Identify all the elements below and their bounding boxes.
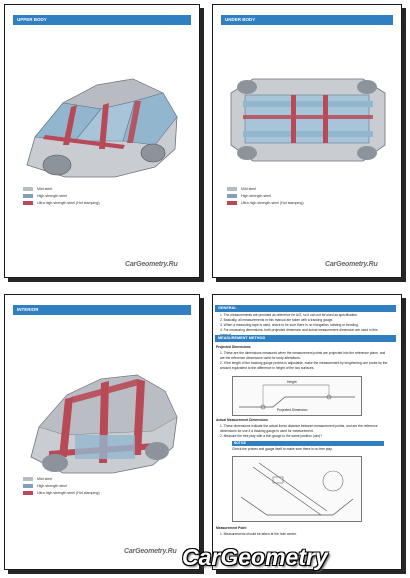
watermark-large: CarGeometry bbox=[182, 544, 328, 570]
legend-mild: Mild steel bbox=[37, 186, 53, 191]
ultra-swatch bbox=[227, 201, 237, 205]
legend bbox=[23, 475, 100, 496]
projected-title: Projected Dimensions bbox=[216, 345, 251, 349]
point-title: Measurement Point bbox=[216, 526, 247, 530]
height-label: Height bbox=[287, 380, 297, 384]
projected-item: 1. These are the dimensions measured when the measurement points are projected into the reference plane, and are the reference dimensions used for body alterations. bbox=[220, 351, 386, 360]
legend-high: High strength steel bbox=[241, 193, 271, 198]
legend-ultra: Ultra high strength steel (Hot stamping) bbox=[37, 200, 100, 205]
legend-ultra: Ultra high strength steel (Hot stamping) bbox=[241, 200, 304, 205]
general-header: GENERAL bbox=[215, 305, 396, 312]
watermark: CarGeometry.Ru bbox=[124, 548, 177, 555]
page-under-body bbox=[212, 4, 402, 278]
legend-high: High strength steel bbox=[37, 483, 67, 488]
under-body-illustration bbox=[213, 65, 401, 175]
general-item: 2. Basically, all measurements in this manual are taken with a tracking gauge. bbox=[220, 318, 334, 322]
watermark: CarGeometry.Ru bbox=[125, 261, 178, 268]
actual-item: 1. These dimensions indicate the actual linear distance between measurement points, and are the reference dimensions for use if a tracking gauge is used for measurement. bbox=[220, 424, 378, 433]
watermark: CarGeometry.Ru bbox=[325, 261, 378, 268]
interior-illustration bbox=[5, 339, 199, 489]
page-title: UNDER BODY bbox=[221, 15, 393, 25]
actual-item: 2. Measure the free play with a thin gauge to the same position (use)? bbox=[220, 434, 323, 438]
projected-dimension-figure bbox=[232, 376, 362, 416]
page-interior bbox=[4, 294, 200, 570]
general-item: 4. For measuring dimensions, both projected dimension and actual measurement dimension are used in this bbox=[220, 328, 378, 332]
mild-swatch bbox=[23, 477, 33, 481]
general-item: 3. When a measuring tape is used, check to be sure there is no elongation, twisting or bending. bbox=[220, 323, 359, 327]
legend bbox=[227, 185, 304, 206]
legend-ultra: Ultra high strength steel (Hot stamping) bbox=[37, 490, 100, 495]
legend-mild: Mild steel bbox=[241, 186, 257, 191]
projected-item: 2. If the length of the tracking gauge probes is adjustable, make the measurement by lengthening one probe by the amount equivalent to the difference in height of the two surfaces. bbox=[220, 361, 388, 370]
point-item: 1. Measurements should be taken at the hole center. bbox=[220, 532, 297, 536]
page-title: UPPER BODY bbox=[13, 15, 191, 25]
notice-header: NOTICE bbox=[232, 441, 384, 446]
actual-dimension-figure bbox=[232, 456, 362, 522]
upper-body-illustration bbox=[5, 45, 199, 195]
legend bbox=[23, 185, 100, 206]
ultra-swatch bbox=[23, 201, 33, 205]
legend-mild: Mild steel bbox=[37, 476, 53, 481]
high-swatch bbox=[23, 194, 33, 198]
ultra-swatch bbox=[23, 491, 33, 495]
projected-label: Projected Dimension bbox=[277, 408, 308, 412]
high-swatch bbox=[227, 194, 237, 198]
high-swatch bbox=[23, 484, 33, 488]
mild-swatch bbox=[227, 187, 237, 191]
notice-text: Check the probes and gauge itself to make sure there is no free play. bbox=[232, 447, 333, 451]
page-upper-body bbox=[4, 4, 200, 278]
actual-title: Actual Measurement Dimensions bbox=[216, 418, 268, 422]
page-title: INTERIOR bbox=[13, 305, 191, 315]
method-header: MEASUREMENT METHOD bbox=[215, 335, 396, 342]
general-item: 1. The measurements are provided as reference for A/S, so it can not be used as specification. bbox=[220, 313, 358, 317]
legend-high: High strength steel bbox=[37, 193, 67, 198]
mild-swatch bbox=[23, 187, 33, 191]
